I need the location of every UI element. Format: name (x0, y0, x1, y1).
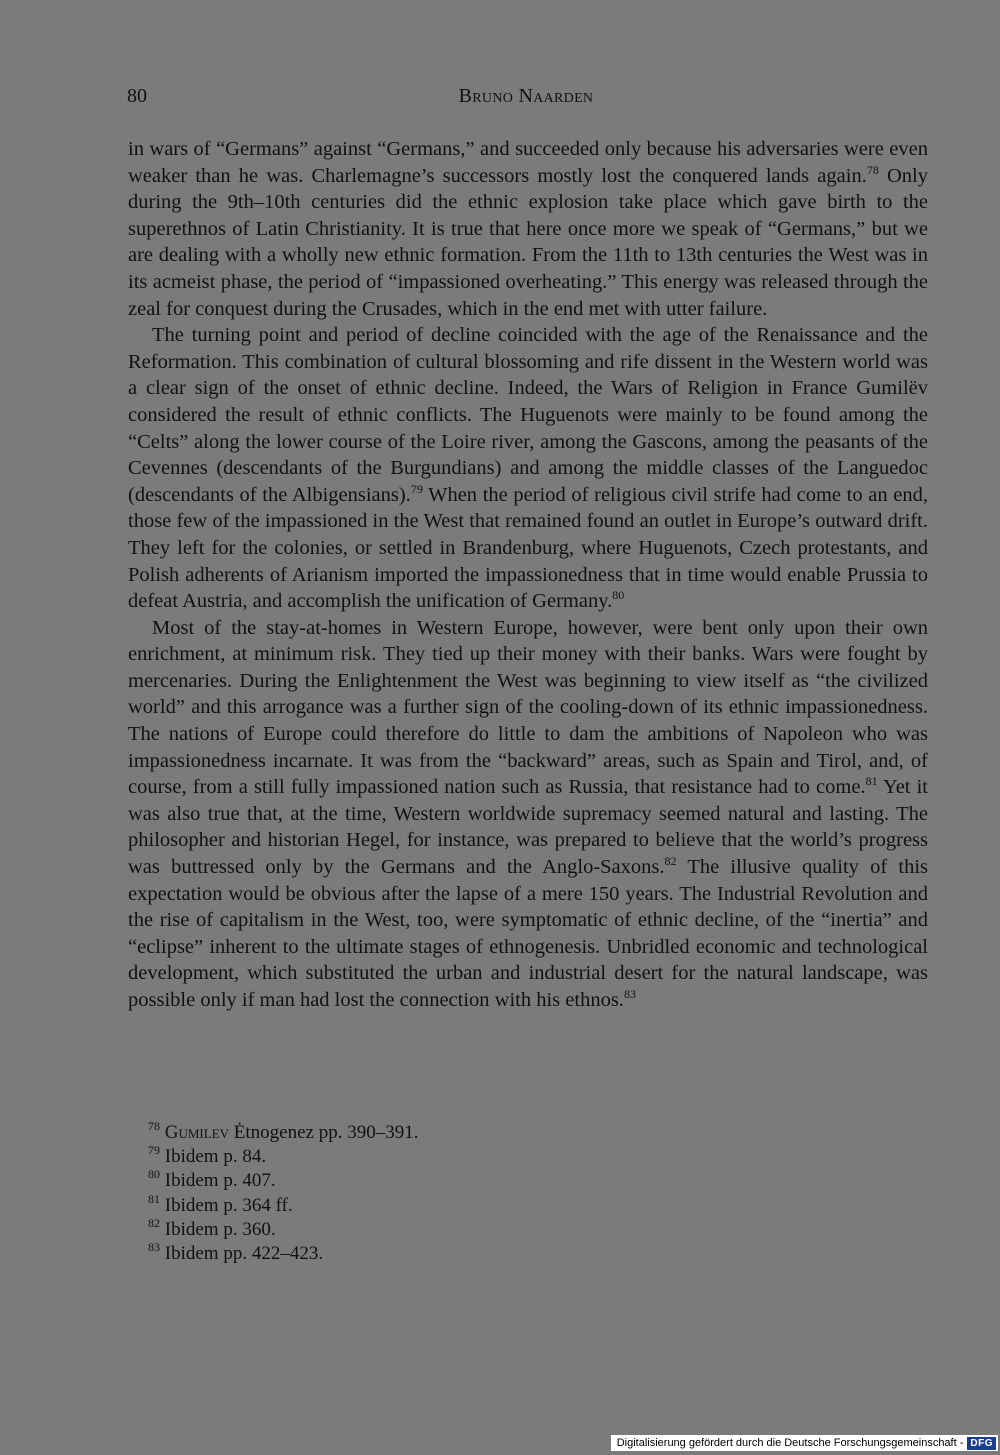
footnote-ref: 81 (865, 774, 878, 789)
page-number: 80 (127, 85, 147, 107)
footnote: $^{81}$ Ibidem p. 364 ff. (148, 1191, 293, 1216)
footnote-ref: 79 (410, 481, 423, 496)
footnotes (148, 1121, 648, 1266)
paragraph: The turning point and period of decline coincided with the age of the Renaissance and the Reformation. This combination of cultural blossoming and rife dissent in the Western world was a clear sign of the onset of ethnic decline. Indeed, the Wars of Religion in France Gumilëv considered the result of ethnic conflicts. The Huguenots were mainly to be found among the “Celts” along the lower course of the Loire river, among the Gascons, among the peasants of the Cevennes (descendants of the Burgundians) and among the middle classes of the Languedoc (descendants of the Albigensians).$^{79}$ When the period of religious civil strife had come to an end, those few of the impassioned in the West that remained found an outlet in Europe’s outward drift. They left for the colonies, or settled in Brandenburg, where Huguenots, Czech protestants, and Polish adherents of Arianism imported the impassionedness that in time would enable Prussia to defeat Austria, and accomplish the unification of Germany.$^{80}$ (128, 324, 928, 613)
footnote: $^{80}$ Ibidem p. 407. (148, 1167, 276, 1192)
footnote-ref: 80 (612, 588, 625, 603)
paragraph: Most of the stay-at-homes in Western Europe, however, were bent only upon their own enrichment, at minimum risk. They tied up their money with their banks. Wars were fought by mercenaries. During the Enlightenment the West was beginning to view itself as “the civilized world” and this arrogance was a further sign of the cooling-down of its ethnic impassionedness. The nations of Europe could therefore do little to dam the ambitions of Napoleon who was impassionedness incarnate. It was from the “backward” areas, such as Spain and Tirol, and, of course, from a still fully impassioned nation such as Russia, that resistance had to come.$^{81}$ Yet it was also true that, at the time, Western worldwide supremacy seemed natural and lasting. The philosopher and historian Hegel, for instance, was prepared to believe that the world’s progress was buttressed only by the Germans and the Anglo-Saxons.$^{82}$ The illusive quality of this expectation would be obvious after the lapse of a mere 150 years. The Industrial Revolution and the rise of capitalism in the West, too, were symptomatic of ethnic decline, of the “inertia” and “eclipse” inherent to the ultimate stages of ethnogenesis. Unbridled economic and technological development, which substituted the urban and industrial desert for the natural landscape, was possible only if man had lost the connection with his ethnos.$^{83}$ (128, 616, 928, 1011)
running-head: Bruno Naarden (458, 85, 594, 107)
footnote-ref: 82 (664, 854, 677, 869)
footnote-author: Gumilev (164, 1122, 230, 1143)
credit-text: Digitalisierung gefördert durch die Deutsche Forschungsgemeinschaft - (616, 1437, 964, 1449)
footnote: $^{83}$ Ibidem pp. 422–423. (148, 1240, 324, 1265)
footnote-ref: 78 (866, 162, 879, 177)
paragraph: in wars of “Germans” against “Germans,” and succeeded only because his adversaries were even weaker than he was. Charlemagne’s successors mostly lost the conquered lands again.$^{78}$ Only during the 9th–10th centuries did the ethnic explosion take place which gave birth to the superethnos of Latin Christianity. It is true that here once more we speak of “Germans,” but we are dealing with a wholly new ethnic formation. From the 11th to 13th centuries the West was in its acmeist phase, the period of “impassioned overheating.” This energy was released through the zeal for conquest during the Crusades, which in the end met with utter failure. (128, 138, 928, 320)
body-text (128, 136, 928, 1014)
footnote: $^{79}$ Ibidem p. 84. (148, 1143, 267, 1168)
footnote-ref: 83 (623, 987, 636, 1001)
footnote: $^{82}$ Ibidem p. 360. (148, 1215, 276, 1240)
dfg-logo: DFG (967, 1437, 996, 1450)
footnote: $^{78}$ Gumilev Ėtnogenez pp. 390–391. (148, 1119, 419, 1143)
page-header (127, 85, 925, 113)
digitization-credit (611, 1435, 998, 1451)
